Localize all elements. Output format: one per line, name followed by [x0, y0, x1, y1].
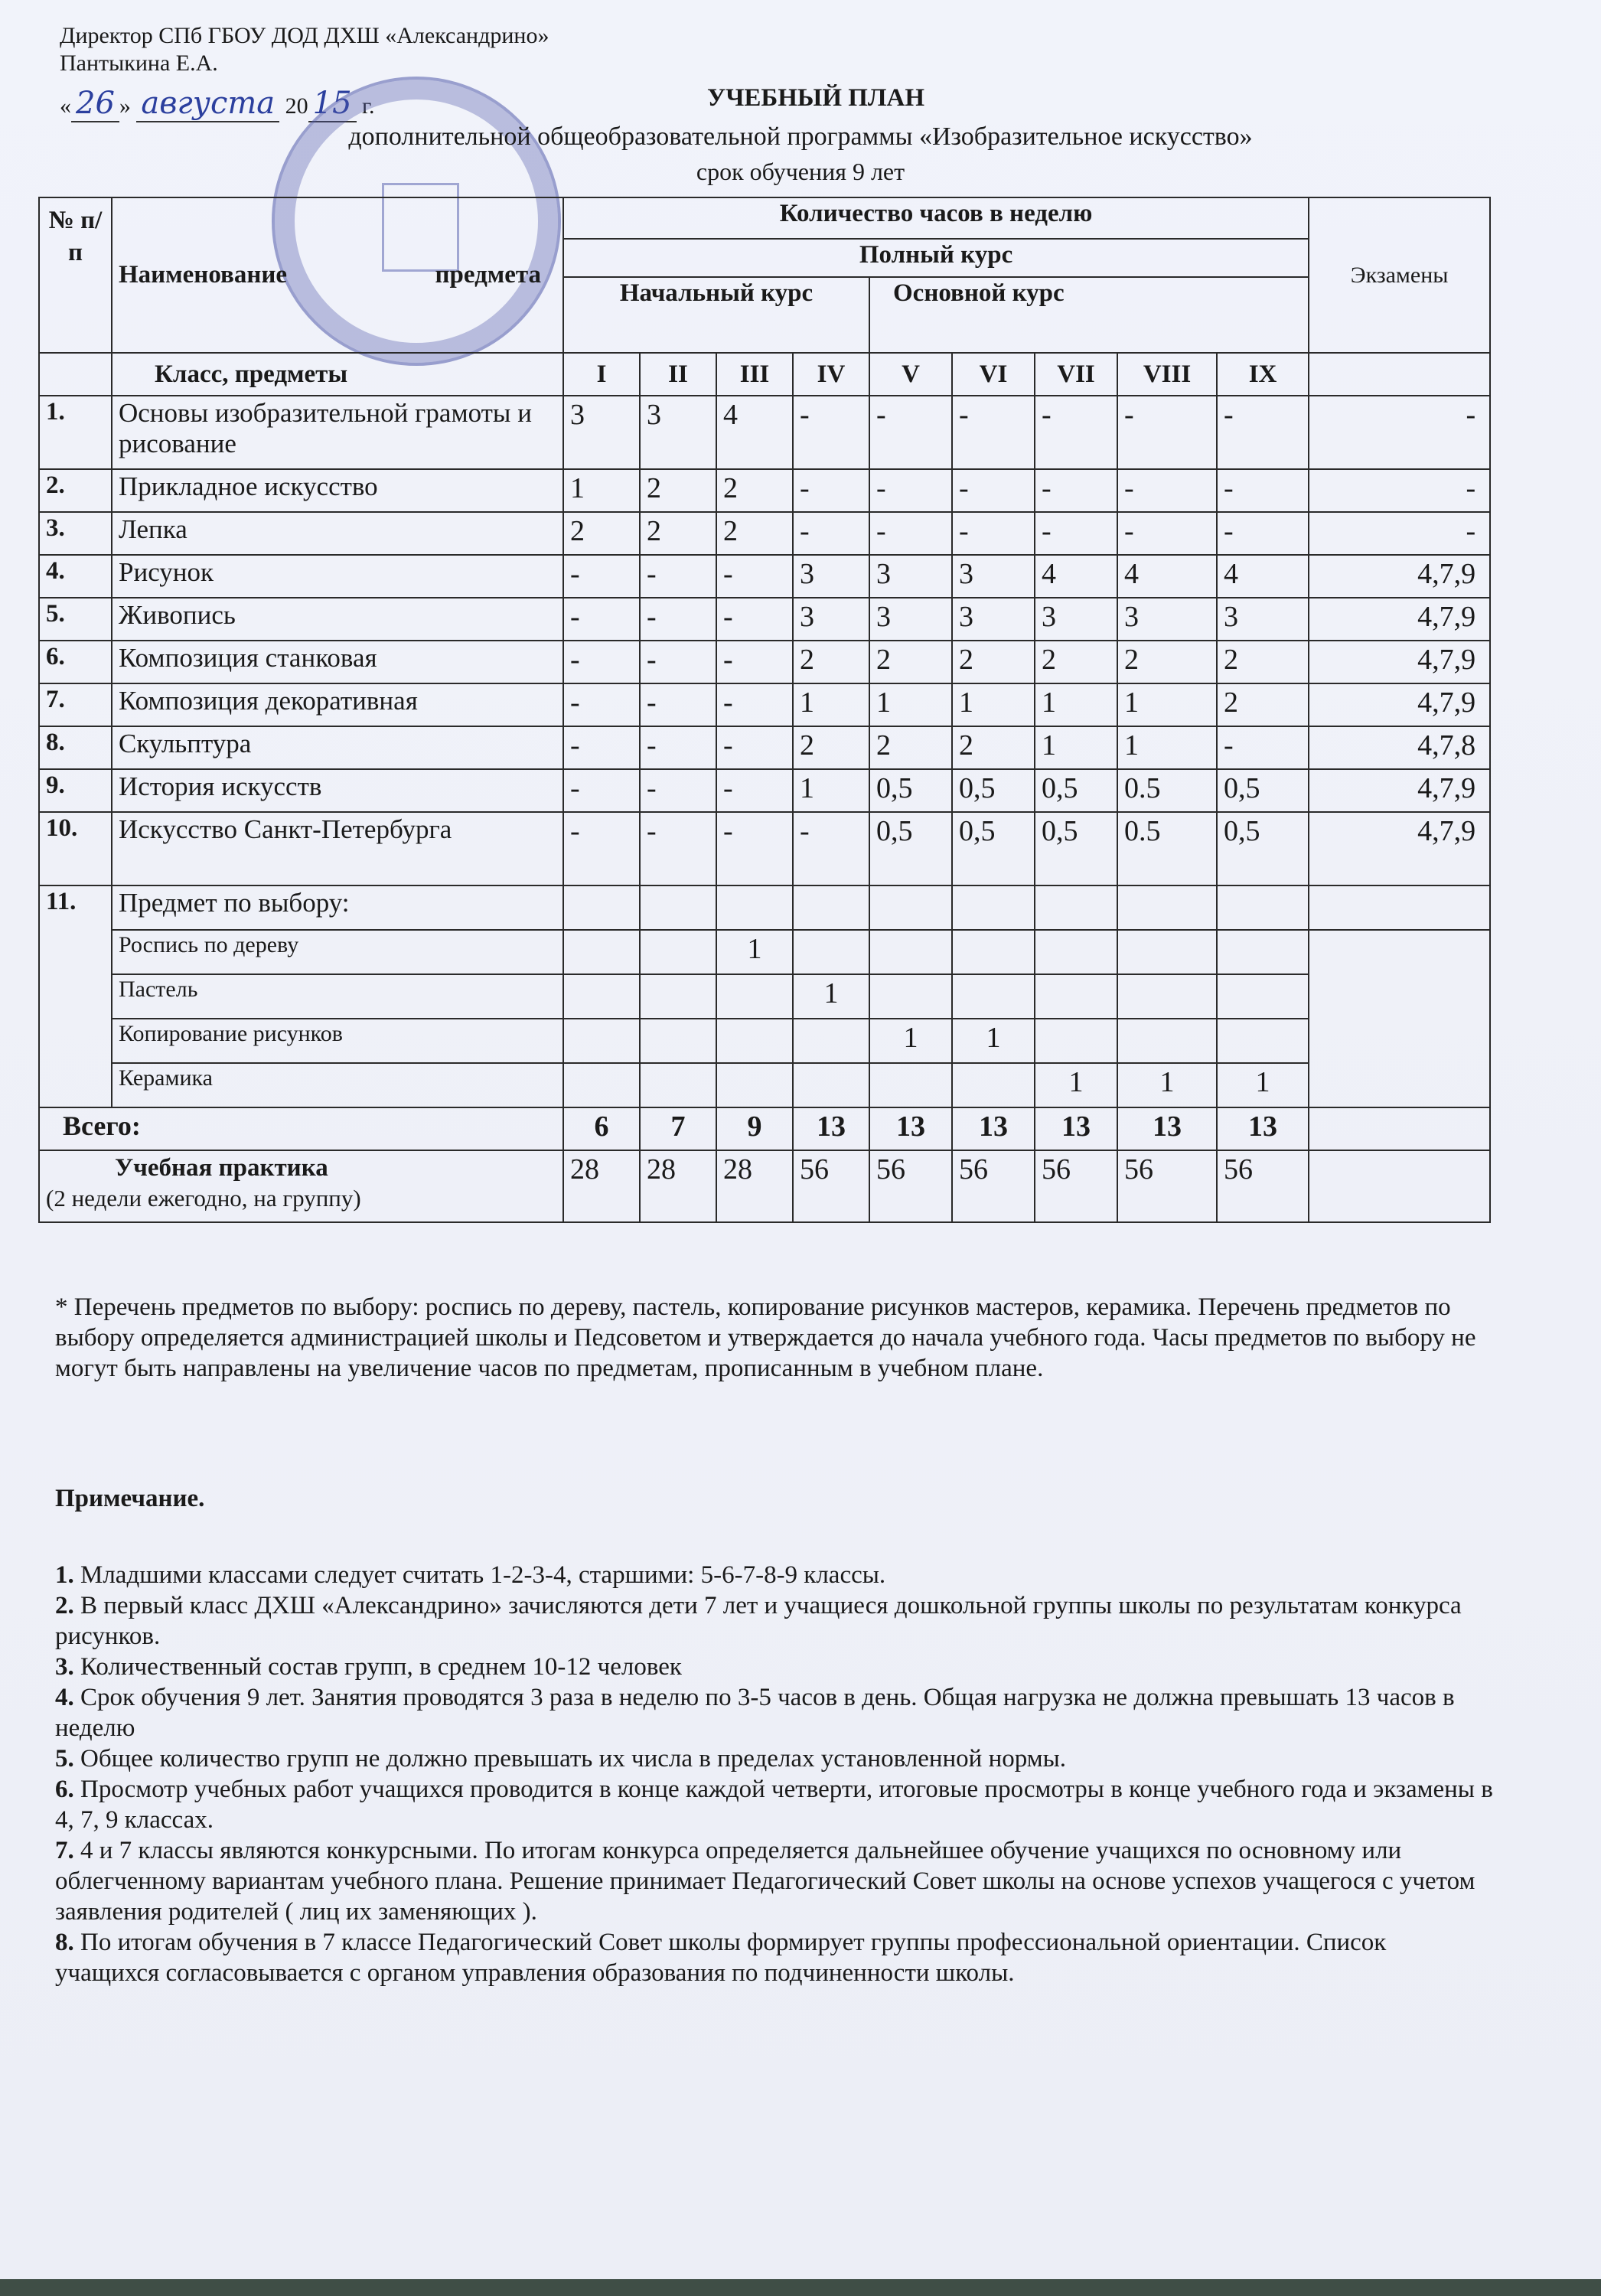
note-text: По итогам обучения в 7 классе Педагогический Совет школы формирует группы профессиональной ориентации. Список учащихся согласовывается с органом управления образования по подчиненности школы. [55, 1929, 1387, 1987]
elective-footnote: * Перечень предметов по выбору: роспись по дереву, пастель, копирование рисунков мастеров, керамика. Перечень предметов по выбору определяется администрацией школы и Педсоветом и утверждается до начала учебного года. Часы предметов по выбору не могут быть направлены на увеличение часов по предметам, прописанным в учебном плане. [55, 1293, 1476, 1382]
elective-row [39, 974, 1490, 1019]
hours-cell: 4 [716, 396, 793, 469]
approval-director: Директор СПб ГБОУ ДОД ДХШ «Александрино» [60, 23, 549, 48]
grades-row [39, 353, 1490, 396]
practice-cell: 28 [716, 1150, 793, 1222]
exams-blank [1309, 353, 1490, 396]
col-header-full: Полный курс [563, 239, 1309, 277]
hours-cell [563, 974, 640, 1019]
table-row [39, 469, 1490, 512]
practice-cell: 56 [869, 1150, 952, 1222]
hours-cell: 3 [869, 598, 952, 641]
hours-cell: 3 [793, 598, 869, 641]
hours-cell: - [793, 812, 869, 885]
table-row [39, 555, 1490, 598]
table-row [39, 683, 1490, 726]
hours-cell [716, 885, 793, 930]
hours-cell: 3 [640, 396, 716, 469]
hours-cell: 1 [1217, 1063, 1309, 1107]
hours-cell: - [563, 555, 640, 598]
exam-cell: 4,7,9 [1309, 555, 1490, 598]
hours-cell [716, 1063, 793, 1107]
total-cell: 6 [563, 1107, 640, 1150]
hours-cell: 3 [1117, 598, 1217, 641]
hours-cell [716, 1019, 793, 1063]
exam-cell: 4,7,9 [1309, 641, 1490, 683]
practice-cell: 56 [1217, 1150, 1309, 1222]
date-year-suffix: 15 [308, 86, 357, 122]
note-number: 5. [55, 1745, 74, 1773]
row-number: 8. [39, 726, 112, 769]
note-item [55, 1774, 1494, 1835]
total-cell: 13 [869, 1107, 952, 1150]
hours-cell: - [640, 812, 716, 885]
exam-cell [1309, 1150, 1490, 1222]
hours-cell: 2 [952, 641, 1035, 683]
subject-name: Скульптура [112, 726, 563, 769]
subject-name: Лепка [112, 512, 563, 555]
practice-cell: 28 [640, 1150, 716, 1222]
hours-cell: 4 [1035, 555, 1117, 598]
hours-cell: 3 [1035, 598, 1117, 641]
total-row [39, 1107, 1490, 1150]
exam-cell: 4,7,9 [1309, 812, 1490, 885]
hours-cell: 1 [869, 1019, 952, 1063]
hours-cell [869, 974, 952, 1019]
hours-cell: 0.5 [1117, 812, 1217, 885]
note-text: Младшими классами следует считать 1-2-3-4, старшими: 5-6-7-8-9 классы. [73, 1561, 886, 1589]
note-number: 7. [55, 1837, 74, 1864]
hours-cell [640, 1063, 716, 1107]
hours-cell [793, 1063, 869, 1107]
hours-cell: 1 [952, 1019, 1035, 1063]
hours-cell: 1 [1117, 1063, 1217, 1107]
note-item [55, 1835, 1494, 1927]
grade-header: IV [793, 353, 869, 396]
hours-cell: - [952, 469, 1035, 512]
note-item [55, 1590, 1494, 1652]
hours-cell: 1 [1035, 1063, 1117, 1107]
hours-cell: 2 [1035, 641, 1117, 683]
note-item [55, 1927, 1494, 1988]
hours-cell: - [716, 555, 793, 598]
exam-cell [1309, 1107, 1490, 1150]
practice-label: Учебная практика [115, 1154, 328, 1182]
hours-cell [1035, 1019, 1117, 1063]
date-open: « [60, 93, 71, 119]
hours-cell [1035, 885, 1117, 930]
hours-cell [563, 1063, 640, 1107]
hours-cell: 2 [1217, 641, 1309, 683]
practice-label-cell [39, 1150, 563, 1222]
elective-row [39, 1063, 1490, 1107]
practice-row [39, 1150, 1490, 1222]
row-number: 9. [39, 769, 112, 812]
hours-cell: - [1217, 726, 1309, 769]
hours-cell: - [793, 396, 869, 469]
col-header-name-left: Наименование [119, 261, 287, 289]
hours-cell: 0,5 [869, 812, 952, 885]
hours-cell [952, 1063, 1035, 1107]
hours-cell: 4 [1217, 555, 1309, 598]
hours-cell [869, 1063, 952, 1107]
hours-cell [1117, 1019, 1217, 1063]
practice-cell: 56 [952, 1150, 1035, 1222]
hours-cell: 1 [563, 469, 640, 512]
hours-cell: - [716, 641, 793, 683]
hours-cell: - [563, 769, 640, 812]
total-cell: 13 [1217, 1107, 1309, 1150]
hours-cell [1217, 930, 1309, 974]
note-text: 4 и 7 классы являются конкурсными. По итогам конкурса определяется дальнейшее обучение учащихся по основному или облегченному вариантам учебного плана. Решение принимает Педагогический Совет школы на основе успехов учащегося с учетом заявления родителей ( лиц их заменяющих ). [55, 1837, 1475, 1926]
practice-note: (2 недели ежегодно, на группу) [46, 1185, 361, 1212]
hours-cell: - [1035, 469, 1117, 512]
subject-rows [39, 396, 1490, 885]
hours-cell: 2 [1117, 641, 1217, 683]
hours-cell [640, 885, 716, 930]
note-text: Общее количество групп не должно превышать их числа в пределах установленной нормы. [73, 1745, 1067, 1773]
hours-cell: - [952, 396, 1035, 469]
practice-cell: 56 [793, 1150, 869, 1222]
col-header-exams: Экзамены [1309, 197, 1490, 353]
hours-cell: 2 [793, 726, 869, 769]
practice-cell: 56 [1035, 1150, 1117, 1222]
grade-header: V [869, 353, 952, 396]
hours-cell: - [563, 683, 640, 726]
row-number: 4. [39, 555, 112, 598]
hours-cell: 0,5 [952, 812, 1035, 885]
hours-cell: 0,5 [869, 769, 952, 812]
hours-cell: 3 [1217, 598, 1309, 641]
note-item [55, 1682, 1494, 1743]
hours-cell [793, 930, 869, 974]
hours-cell: 3 [793, 555, 869, 598]
hours-cell: - [1117, 469, 1217, 512]
hours-cell: - [640, 641, 716, 683]
elective-name: Пастель [112, 974, 563, 1019]
note-text: В первый класс ДХШ «Александрино» зачисляются дети 7 лет и учащиеся дошкольной группы школы по результатам конкурса рисунков. [55, 1592, 1462, 1650]
hours-cell: - [1117, 512, 1217, 555]
exam-cell: - [1309, 469, 1490, 512]
table-row [39, 812, 1490, 885]
exam-cell: 4,7,9 [1309, 683, 1490, 726]
hours-cell: - [716, 726, 793, 769]
date-day: 26 [71, 86, 119, 122]
hours-cell: 1 [952, 683, 1035, 726]
study-term: срок обучения 9 лет [696, 158, 905, 185]
hours-cell: 1 [793, 683, 869, 726]
subject-name: Основы изобразительной грамоты и рисование [112, 396, 563, 469]
hours-cell: - [1035, 512, 1117, 555]
scan-edge [0, 2279, 1601, 2296]
hours-cell [869, 885, 952, 930]
hours-cell: 2 [793, 641, 869, 683]
total-cell: 13 [952, 1107, 1035, 1150]
elective-row [39, 1019, 1490, 1063]
hours-cell [563, 885, 640, 930]
hours-cell [793, 1019, 869, 1063]
total-cell: 13 [1117, 1107, 1217, 1150]
hours-cell [793, 885, 869, 930]
hours-cell: 1 [1035, 683, 1117, 726]
hours-cell: - [563, 812, 640, 885]
subject-name: Композиция станковая [112, 641, 563, 683]
exam-cell: - [1309, 512, 1490, 555]
table-row [39, 512, 1490, 555]
hours-cell: 2 [952, 726, 1035, 769]
subject-name: Искусство Санкт-Петербурга [112, 812, 563, 885]
grades-row-blank [39, 353, 112, 396]
grade-header: IX [1217, 353, 1309, 396]
exam-cell: 4,7,9 [1309, 598, 1490, 641]
subject-name: История искусств [112, 769, 563, 812]
note-number: 8. [55, 1929, 74, 1956]
total-cell: 13 [1035, 1107, 1117, 1150]
grade-header: VI [952, 353, 1035, 396]
subject-name: Прикладное искусство [112, 469, 563, 512]
grade-header: VIII [1117, 353, 1217, 396]
note-number: 2. [55, 1592, 74, 1619]
hours-cell: 1 [869, 683, 952, 726]
hours-cell: 0,5 [952, 769, 1035, 812]
table-row [39, 598, 1490, 641]
hours-cell: 2 [869, 641, 952, 683]
notes-list [55, 1560, 1494, 1988]
subject-name: Рисунок [112, 555, 563, 598]
elective-name: Копирование рисунков [112, 1019, 563, 1063]
hours-cell: - [716, 812, 793, 885]
hours-cell: - [1035, 396, 1117, 469]
elective-name: Керамика [112, 1063, 563, 1107]
hours-cell [1035, 974, 1117, 1019]
hours-cell [952, 930, 1035, 974]
hours-cell: 3 [952, 598, 1035, 641]
notes-heading: Примечание. [55, 1485, 205, 1512]
hours-cell [716, 974, 793, 1019]
curriculum-table [38, 197, 1491, 1223]
hours-cell [1217, 1019, 1309, 1063]
note-number: 6. [55, 1776, 74, 1803]
hours-cell: 2 [640, 512, 716, 555]
hours-cell: - [793, 469, 869, 512]
hours-cell [1035, 930, 1117, 974]
document-title: УЧЕБНЫЙ ПЛАН [706, 84, 924, 112]
hours-cell: - [1217, 469, 1309, 512]
hours-cell: - [869, 512, 952, 555]
col-header-num: № п/ п [39, 197, 112, 353]
hours-cell: - [563, 641, 640, 683]
hours-cell: 1 [793, 769, 869, 812]
note-text: Срок обучения 9 лет. Занятия проводятся 3 раза в неделю по 3-5 часов в день. Общая нагрузка не должна превышать 13 часов в неделю [55, 1684, 1455, 1742]
hours-cell: - [1217, 396, 1309, 469]
date-close: » [119, 93, 131, 119]
note-item [55, 1743, 1494, 1774]
hours-cell: 0.5 [1117, 769, 1217, 812]
hours-cell: 0,5 [1035, 769, 1117, 812]
totals-rows [39, 1107, 1490, 1222]
hours-cell: 3 [869, 555, 952, 598]
grade-header: I [563, 353, 640, 396]
table-row [39, 726, 1490, 769]
hours-cell: - [869, 396, 952, 469]
exam-cell: 4,7,8 [1309, 726, 1490, 769]
hours-cell: - [640, 726, 716, 769]
hours-cell: 0,5 [1035, 812, 1117, 885]
hours-cell: 0,5 [1217, 769, 1309, 812]
total-cell: 9 [716, 1107, 793, 1150]
col-header-initial: Начальный курс [563, 277, 869, 353]
elective-rows [39, 885, 1490, 1107]
note-number: 3. [55, 1653, 74, 1681]
exam-cell: - [1309, 396, 1490, 469]
col-header-hours: Количество часов в неделю [563, 197, 1309, 239]
elective-name: Роспись по дереву [112, 930, 563, 974]
note-number: 4. [55, 1684, 74, 1711]
hours-cell [1217, 885, 1309, 930]
hours-cell [1117, 974, 1217, 1019]
hours-cell: - [640, 769, 716, 812]
approval-name: Пантыкина Е.А. [60, 51, 218, 76]
total-cell: 7 [640, 1107, 716, 1150]
elective-row [39, 930, 1490, 974]
hours-cell: 1 [1117, 683, 1217, 726]
note-text: Количественный состав групп, в среднем 10-12 человек [73, 1653, 682, 1681]
hours-cell [952, 974, 1035, 1019]
row-number: 11. [39, 885, 112, 1107]
col-header-main: Основной курс [869, 277, 1309, 353]
hours-cell: - [640, 683, 716, 726]
hours-cell: - [640, 555, 716, 598]
exam-cell: 4,7,9 [1309, 769, 1490, 812]
subject-name: Композиция декоративная [112, 683, 563, 726]
hours-cell: - [1217, 512, 1309, 555]
date-month: августа [136, 86, 279, 122]
subject-name: Живопись [112, 598, 563, 641]
note-number: 1. [55, 1561, 74, 1589]
grade-header: VII [1035, 353, 1117, 396]
practice-cell: 28 [563, 1150, 640, 1222]
hours-cell: 3 [952, 555, 1035, 598]
hours-cell [640, 974, 716, 1019]
total-label: Всего: [39, 1107, 563, 1150]
total-cell: 13 [793, 1107, 869, 1150]
hours-cell: - [952, 512, 1035, 555]
exam-cell [1309, 885, 1490, 930]
hours-cell: 4 [1117, 555, 1217, 598]
table-row [39, 641, 1490, 683]
hours-cell: 2 [1217, 683, 1309, 726]
date-year-prefix: 20 [285, 93, 308, 119]
hours-cell: 2 [716, 469, 793, 512]
hours-cell: - [716, 683, 793, 726]
hours-cell: 1 [793, 974, 869, 1019]
hours-cell: - [1117, 396, 1217, 469]
col-header-name-right: предмета [435, 261, 541, 289]
hours-cell: - [716, 598, 793, 641]
practice-cell: 56 [1117, 1150, 1217, 1222]
date-suffix: г. [362, 93, 375, 119]
hours-cell [869, 930, 952, 974]
hours-cell: - [563, 726, 640, 769]
hours-cell [952, 885, 1035, 930]
hours-cell: - [869, 469, 952, 512]
hours-cell [640, 1019, 716, 1063]
hours-cell: 2 [563, 512, 640, 555]
class-label: Класс, предметы [112, 353, 563, 396]
elective-title: Предмет по выбору: [112, 885, 563, 930]
hours-cell: - [640, 598, 716, 641]
hours-cell [1117, 885, 1217, 930]
hours-cell: 2 [869, 726, 952, 769]
hours-cell: 1 [716, 930, 793, 974]
row-number: 3. [39, 512, 112, 555]
table-row [39, 396, 1490, 469]
table-row [39, 769, 1490, 812]
grade-header: III [716, 353, 793, 396]
hours-cell: 3 [563, 396, 640, 469]
hours-cell: 0,5 [1217, 812, 1309, 885]
hours-cell: 2 [640, 469, 716, 512]
col-header-name [112, 197, 563, 353]
hours-cell [563, 930, 640, 974]
elective-title-row [39, 885, 1490, 930]
row-number: 5. [39, 598, 112, 641]
hours-cell: 2 [716, 512, 793, 555]
row-number: 7. [39, 683, 112, 726]
row-number: 2. [39, 469, 112, 512]
row-number: 6. [39, 641, 112, 683]
note-item [55, 1560, 1494, 1590]
hours-cell: - [563, 598, 640, 641]
hours-cell [1217, 974, 1309, 1019]
grade-header: II [640, 353, 716, 396]
hours-cell [1117, 930, 1217, 974]
hours-cell: 1 [1035, 726, 1117, 769]
note-text: Просмотр учебных работ учащихся проводится в конце каждой четверти, итоговые просмотры в конце учебного года и экзамены в 4, 7, 9 классах. [55, 1776, 1493, 1834]
hours-cell: - [716, 769, 793, 812]
hours-cell [640, 930, 716, 974]
hours-cell: - [793, 512, 869, 555]
document-subtitle: дополнительной общеобразовательной программы «Изобразительное искусство» [348, 122, 1253, 151]
exam-cell [1309, 930, 1490, 1107]
row-number: 1. [39, 396, 112, 469]
hours-cell [563, 1019, 640, 1063]
hours-cell: 1 [1117, 726, 1217, 769]
row-number: 10. [39, 812, 112, 885]
note-item [55, 1652, 1494, 1682]
